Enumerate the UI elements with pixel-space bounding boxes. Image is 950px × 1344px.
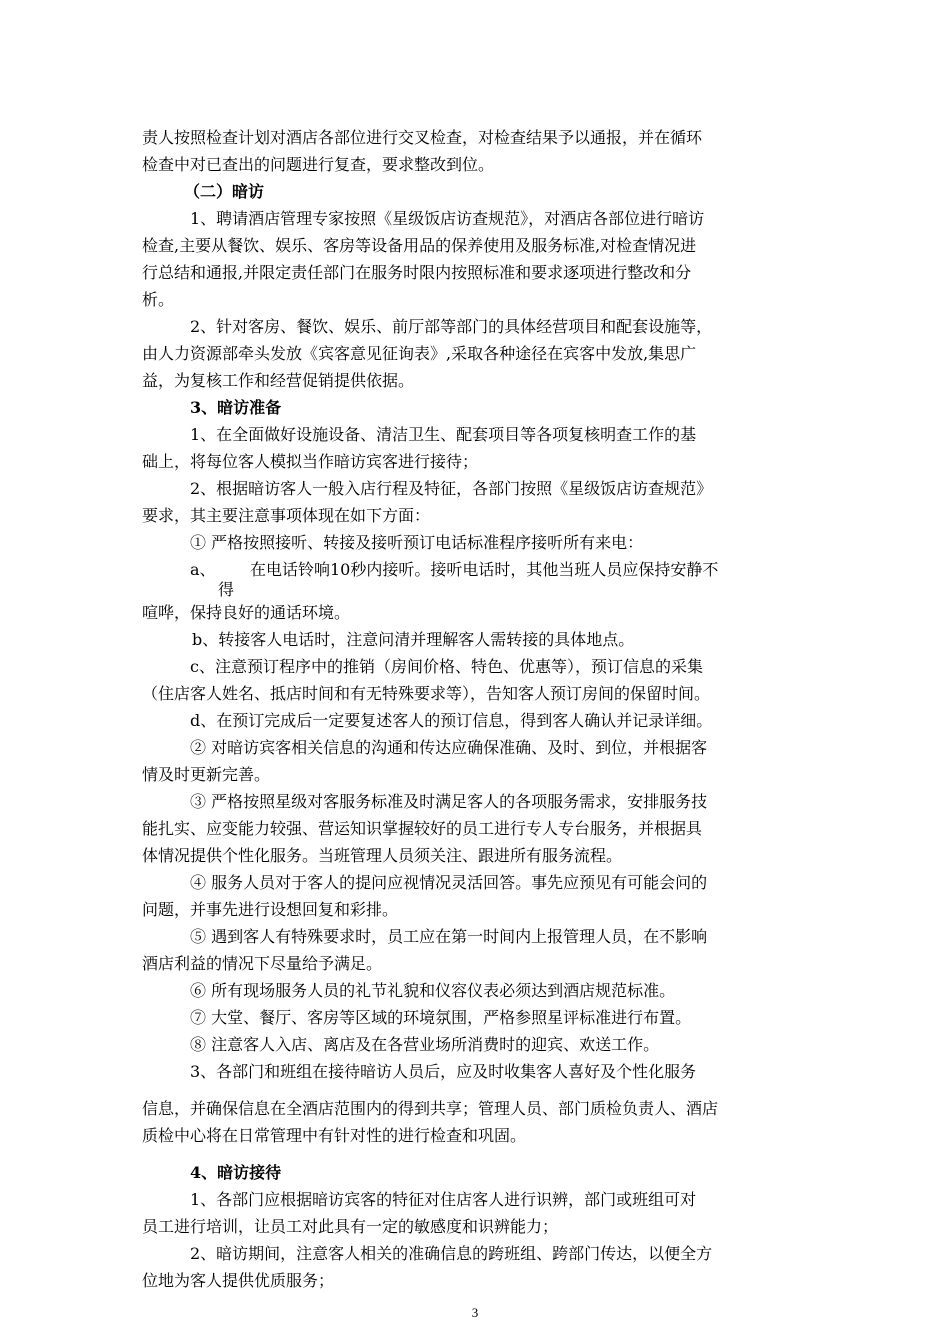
text-line: ③ 严格按照星级对客服务标准及时满足客人的各项服务需求，安排服务技 [190,792,708,811]
text-line: ⑦ 大堂、餐厅、客房等区域的环境氛围，严格参照星评标准进行布置。 [190,1008,692,1027]
text-line: 1、各部门应根据暗访宾客的特征对住店客人进行识辨，部门或班组可对 [190,1190,697,1209]
text-line: 1、聘请酒店管理专家按照《星级饭店访查规范》，对酒店各部位进行暗访 [190,209,705,228]
text-line: ⑧ 注意客人入店、离店及在各营业场所消费时的迎宾、欢送工作。 [190,1035,660,1054]
text-line: ② 对暗访宾客相关信息的沟通和传达应确保准确、及时、到位，并根据客 [190,738,708,757]
text-line: 酒店利益的情况下尽量给予满足。 [142,954,383,973]
text-line: 行总结和通报,并限定责任部门在服务时限内按照标准和要求逐项进行整改和分 [142,263,692,282]
section-heading: 4、暗访接待 [190,1163,282,1182]
text-line: 益，为复核工作和经营促销提供依据。 [142,371,415,390]
text-line: 体情况提供个性化服务。当班管理人员须关注、跟进所有服务流程。 [142,846,623,865]
text-line: d、在预订完成后一定要复述客人的预订信息，得到客人确认并记录详细。 [190,711,713,730]
section-heading: （二）暗访 [184,182,265,201]
section-heading: 3、暗访准备 [190,398,282,417]
text-line: 3、各部门和班组在接待暗访人员后，应及时收集客人喜好及个性化服务 [190,1062,697,1081]
text-line: 析。 [142,290,175,309]
text-line: b、转接客人电话时，注意问清并理解客人需转接的具体地点。 [192,630,635,649]
text-line: 础上，将每位客人模拟当作暗访宾客进行接待； [142,452,479,471]
text-line: （住店客人姓名、抵店时间和有无特殊要求等），告知客人预订房间的保留时间。 [142,684,711,703]
text-line: ⑤ 遇到客人有特殊要求时，员工应在第一时间内上报管理人员，在不影响 [190,927,708,946]
text-line: 信息，并确保信息在全酒店范围内的得到共享；管理人员、部门质检负责人、酒店 [142,1099,719,1118]
text-line: 检查中对已查出的问题进行复查，要求整改到位。 [142,155,495,174]
text-line: c、注意预订程序中的推销（房间价格、特色、优惠等），预订信息的采集 [190,657,703,676]
page-number: 3 [471,1305,479,1320]
text-line: 2、暗访期间，注意客人相关的准确信息的跨班组、跨部门传达，以便全方 [190,1244,713,1263]
text-line: 2、针对客房、餐饮、娱乐、前厅部等部门的具体经营项目和配套设施等， [190,317,713,336]
text-line: 要求，其主要注意事项体现在如下方面： [142,506,431,525]
text-line: 质检中心将在日常管理中有针对性的进行检查和巩固。 [142,1126,527,1145]
list-marker: a、 [190,560,216,579]
text-line: ① 严格按照接听、转接及接听预订电话标准程序接听所有来电： [190,533,644,552]
text-line: 情及时更新完善。 [142,765,271,784]
text-line: 在电话铃响10秒内接听。接听电话时，其他当班人员应保持安静不 [250,560,719,579]
text-line: ⑥ 所有现场服务人员的礼节礼貌和仪容仪表必须达到酒店规范标准。 [190,981,676,1000]
text-line: 2、根据暗访客人一般入店行程及特征，各部门按照《星级饭店访查规范》 [190,479,713,498]
text-line: 问题，并事先进行设想回复和彩排。 [142,900,399,919]
text-line: 得 [218,580,235,599]
text-line: 能扎实、应变能力较强、营运知识掌握较好的员工进行专人专台服务，并根据具 [142,819,703,838]
text-line: 责人按照检查计划对酒店各部位进行交叉检查，对检查结果予以通报，并在循环 [142,128,703,147]
text-line: 由人力资源部牵头发放《宾客意见征询表》,采取各种途径在宾客中发放,集思广 [142,344,697,363]
text-line: 喧哗，保持良好的通话环境。 [142,603,351,622]
text-line: 检查,主要从餐饮、娱乐、客房等设备用品的保养使用及服务标准,对检查情况进 [142,236,697,255]
text-line: 位地为客人提供优质服务； [142,1271,335,1290]
text-line: 员工进行培训，让员工对此具有一定的敏感度和识辨能力； [142,1217,559,1236]
text-line: 1、在全面做好设施设备、清洁卫生、配套项目等各项复核明查工作的基 [190,425,697,444]
text-line: ④ 服务人员对于客人的提问应视情况灵活回答。事先应预见有可能会问的 [190,873,708,892]
